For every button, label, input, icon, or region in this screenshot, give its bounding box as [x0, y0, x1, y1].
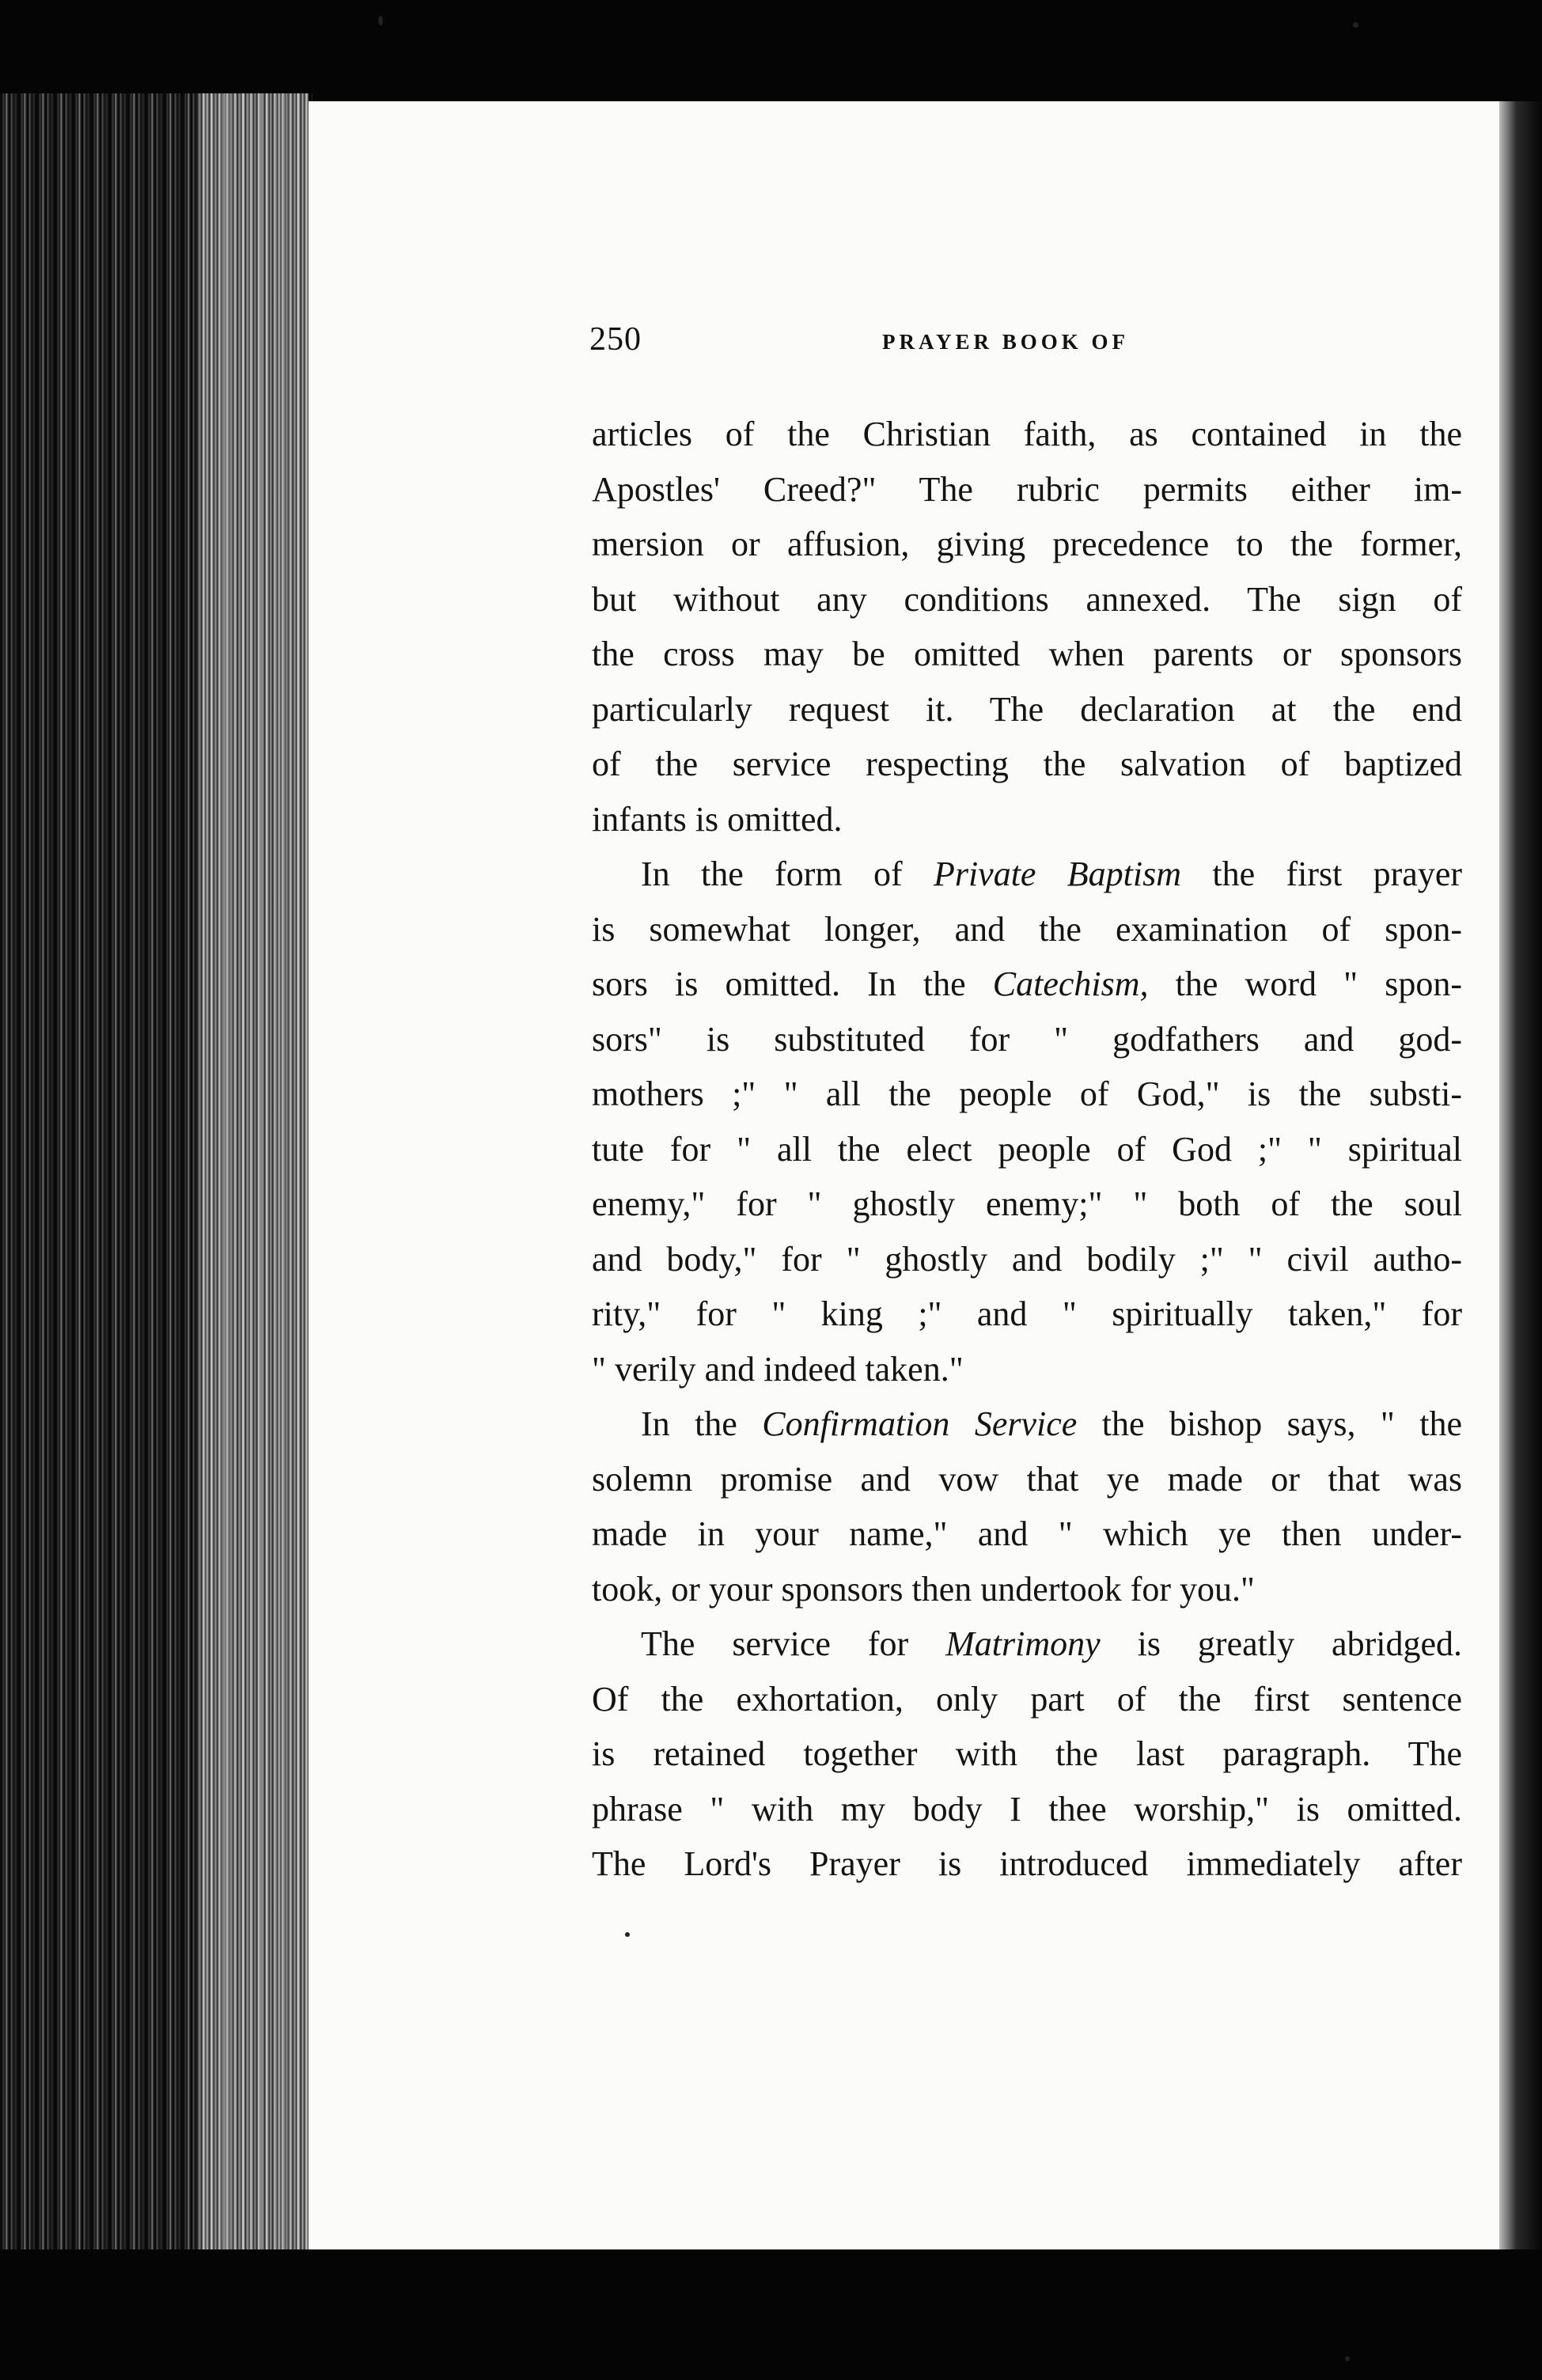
text-line: " verily and indeed taken." [592, 1349, 964, 1389]
text-line: solemn promise and vow that ye made or that was [592, 1459, 1462, 1499]
text-line: In the Confirmation Service the bishop says, " the [641, 1404, 1463, 1443]
book-fore-edge-highlight [198, 93, 309, 2249]
text-line: infants is omitted. [592, 799, 843, 839]
text-line: but without any conditions annexed. The sign of [592, 579, 1462, 619]
text-line: The service for Matrimony is greatly abridged. [641, 1624, 1462, 1663]
scan-speck [1345, 2356, 1350, 2361]
text-line: phrase " with my body I thee worship," is omitted. [592, 1789, 1462, 1829]
scan-speck [378, 16, 383, 25]
text-line: is somewhat longer, and the examination of spon- [592, 909, 1462, 949]
page-number: 250 [589, 321, 642, 358]
text-line: The Lord's Prayer is introduced immediately after [592, 1844, 1462, 1883]
text-line: Of the exhortation, only part of the first sentence [592, 1679, 1462, 1719]
text-line: particularly request it. The declaration at the end [592, 689, 1462, 729]
text-line: mothers ;" " all the people of God," is the substi- [592, 1074, 1462, 1113]
text-line: tute for " all the elect people of God ;" " spiritual [592, 1129, 1462, 1169]
text-line: Apostles' Creed?" The rubric permits either im- [592, 469, 1462, 509]
italic-term: Catechism, [992, 965, 1149, 1003]
italic-term: Matrimony [945, 1624, 1101, 1663]
scan-speck [625, 1932, 630, 1937]
text-line: and body," for " ghostly and bodily ;" " civil autho- [592, 1239, 1462, 1279]
text-line: took, or your sponsors then undertook for you." [592, 1569, 1255, 1609]
text-line: is retained together with the last paragraph. The [592, 1734, 1462, 1773]
text-line: the cross may be omitted when parents or sponsors [592, 635, 1462, 673]
running-head [589, 320, 1468, 368]
text-line: sors" is substituted for " godfathers and god- [592, 1019, 1462, 1059]
scan-speck [1353, 22, 1358, 28]
text-line: rity," for " king ;" and " spiritually taken," for [592, 1294, 1462, 1333]
running-head-title: PRAYER BOOK OF [882, 330, 1130, 354]
italic-term: Confirmation Service [762, 1404, 1078, 1443]
text-line: made in your name," and " which ye then under- [592, 1514, 1462, 1553]
text-line: mersion or affusion, giving precedence to the former, [592, 525, 1462, 563]
body-text [592, 407, 1462, 1892]
text-line: enemy," for " ghostly enemy;" " both of the soul [592, 1184, 1462, 1223]
text-line: sors is omitted. In the Catechism, the word " spon- [592, 965, 1462, 1003]
text-line: of the service respecting the salvation of baptized [592, 745, 1462, 783]
page-gutter-shadow [1499, 101, 1542, 2249]
text-line: articles of the Christian faith, as contained in the [592, 415, 1462, 453]
text-line: In the form of Private Baptism the first prayer [641, 855, 1463, 893]
italic-term: Private Baptism [933, 855, 1182, 893]
